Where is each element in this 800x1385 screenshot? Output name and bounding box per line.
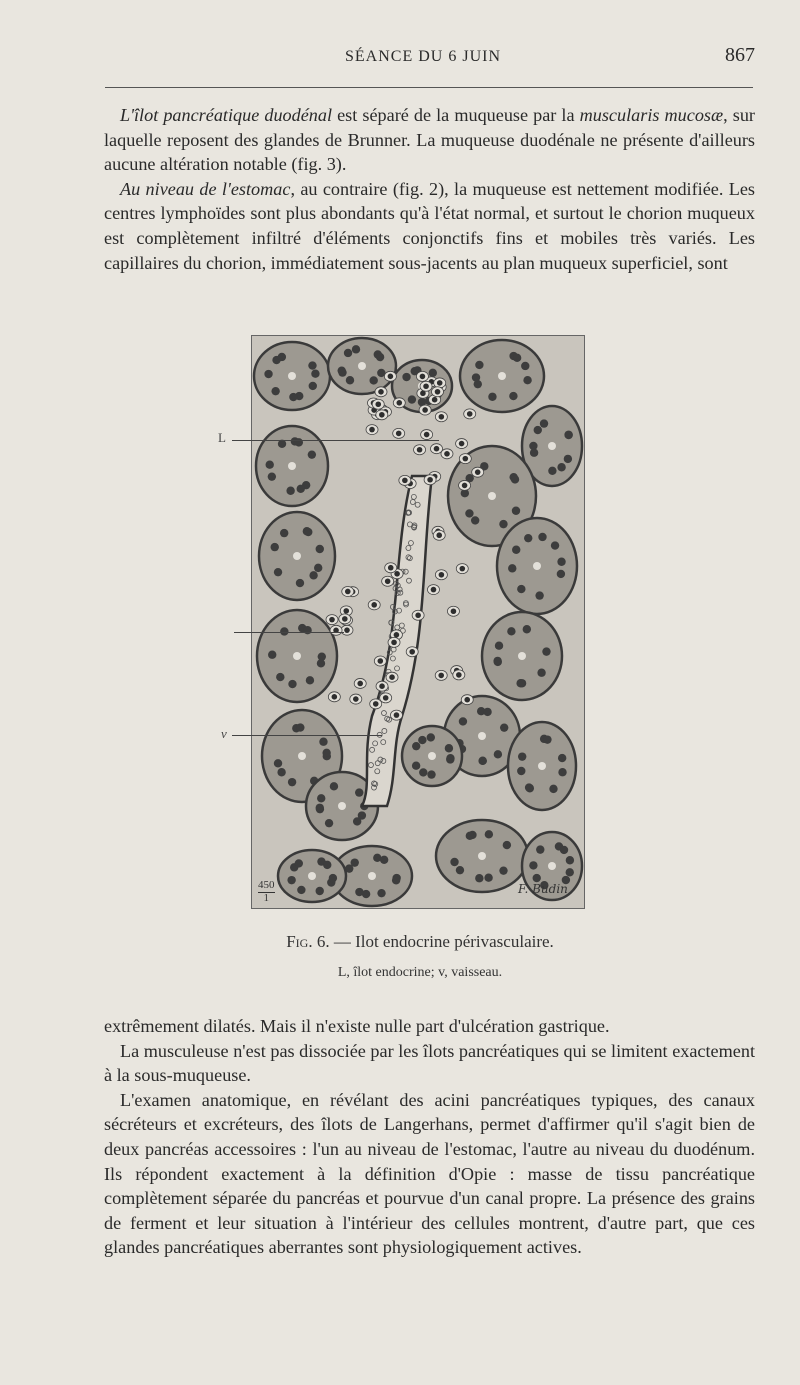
acinus-lumen [518,652,526,660]
islet-nucleus [420,374,426,380]
acinus-nucleus [509,392,517,400]
islet-nucleus [424,432,430,438]
acinus-nucleus [355,888,363,896]
islet-nucleus [463,456,469,462]
acinus-nucleus [287,876,295,884]
p1-run-1: est séparé de la muqueuse par la [332,105,580,125]
acinus-nucleus [488,393,496,401]
acinus-nucleus [483,708,491,716]
islet-nucleus [343,608,349,614]
acinus-nucleus [466,832,474,840]
acinus-lumen [533,562,541,570]
acinus-nucleus [534,426,542,434]
acinus-nucleus [353,817,361,825]
acinus-nucleus [456,866,464,874]
acinus-nucleus [308,361,316,369]
islet-nucleus [444,451,450,457]
caption-prefix: Fig. 6. [286,932,330,951]
acinus-nucleus [507,627,515,635]
acinus-nucleus [309,571,317,579]
acinus-nucleus [542,647,550,655]
islet-nucleus [459,566,465,572]
acinus-nucleus [475,874,483,882]
figure-label-v: v [221,726,227,741]
acinus-nucleus [303,626,311,634]
acinus-nucleus [558,768,566,776]
acinus-nucleus [543,735,551,743]
acinus-nucleus [450,858,458,866]
islet-nucleus [378,658,384,664]
acinus-nucleus [471,516,479,524]
acinus-nucleus [564,455,572,463]
acinus-nucleus [306,676,314,684]
acinus-nucleus [525,783,533,791]
acinus-nucleus [309,382,317,390]
acinus-nucleus [346,376,354,384]
acinus-lumen [498,372,506,380]
islet-nucleus [373,701,379,707]
acinus-nucleus [311,370,319,378]
acinus-lumen [488,492,496,500]
acinus-nucleus [286,487,294,495]
islet-nucleus [332,694,338,700]
leader-line-v [232,735,382,736]
figure-legend: L, îlot endocrine; v, vaisseau. [337,965,503,980]
acinus-nucleus [529,861,537,869]
acinus-nucleus [276,673,284,681]
acinus-nucleus [296,579,304,587]
acinus-nucleus [548,467,556,475]
acinus-nucleus [557,570,565,578]
leader-line-L [232,440,439,441]
acinus-nucleus [280,529,288,537]
paragraph-examen: L'examen anatomique, en révélant des acini pancréatiques typiques, des canaux sécréteurs et excréteurs, des îlots de Langerhans, permet d'affirmer qu'il s'agit bien de deux pancréas accessoires : l'un au niveau de l'estomac, l'autre au niveau du duodénum. Ils répondent exactement à la définition d'Opie : masse de tissu pancréatique complètement séparée du pancréas et pourvue d'un canal propre. La présence des grains de ferment et leur situation à l'intérieur des cellules montrent, d'autre part, que ces glandes pancréatiques aberrantes sont physiologiquement actives. [104,1089,755,1258]
bottom-text [104,1014,755,1260]
acinus-lumen [338,802,346,810]
acinus-nucleus [475,361,483,369]
acinus-lumen [478,852,486,860]
acinus-nucleus [535,591,543,599]
acinus-nucleus [277,768,285,776]
islet-nucleus [402,478,408,484]
acinus-nucleus [538,533,546,541]
islet-nucleus [388,565,394,571]
header-rule [105,87,753,88]
figure-label-L: L [218,430,226,445]
islet-nucleus [353,696,359,702]
acinus-lumen [293,652,301,660]
islet-nucleus [435,389,441,395]
acinus-nucleus [494,750,502,758]
islet-nucleus [437,380,443,386]
islet-nucleus [388,374,394,380]
paragraph-dilates: extrêmement dilatés. Mais il n'existe nulle part d'ulcération gastrique. [104,1016,610,1036]
figure-caption [150,932,690,952]
acinus-nucleus [317,794,325,802]
acinus-nucleus [412,742,420,750]
acinus-nucleus [274,568,282,576]
acinus-nucleus [319,738,327,746]
islet-nucleus [475,469,481,475]
islet-nucleus [417,447,423,453]
acinus-nucleus [268,651,276,659]
leader-line-mid [234,632,344,633]
acinus-nucleus [316,804,324,812]
acinus-nucleus [518,752,526,760]
acinus-lumen [298,752,306,760]
acinus-nucleus [352,345,360,353]
islet-nucleus [379,412,385,418]
artist-signature: F. Budin [518,882,568,896]
acinus-nucleus [503,841,511,849]
acinus-nucleus [412,761,420,769]
islet-nucleus [394,712,400,718]
acinus-lumen [538,762,546,770]
acinus-nucleus [557,558,565,566]
acinus-nucleus [304,528,312,536]
islet-nucleus [396,400,402,406]
islet-nucleus [344,627,350,633]
acinus-nucleus [427,733,435,741]
islet-nucleus [391,640,397,646]
islet-nucleus [467,411,473,417]
scale-bottom: 1 [258,892,275,904]
scale-label [258,880,275,904]
p2-run-1: , au contraire (fig. 2), la muqueuse est nettement modifiée. Les centres lymphoïdes sont plus abondants qu'à l'état normal, et surtout le chorion muqueux est complètement infiltré d'éléments conjonctifs fins et mobiles très variés. Les capillaires du chorion, immédiatement sous-jacents au plan muqueux superficiel, sont [104,178,755,273]
islet-nucleus [415,612,421,618]
islet-nucleus [431,587,437,593]
islet-nucleus [439,414,445,420]
acinus-nucleus [516,679,524,687]
islet-nucleus [378,389,384,395]
top-text [104,103,755,275]
acinus-nucleus [278,353,286,361]
caption-text: — Ilot endocrine périvasculaire. [329,932,554,951]
acinus-nucleus [427,770,435,778]
islet-nucleus [432,397,438,403]
paragraph-ilot-duodenal [104,103,755,177]
acinus-nucleus [558,754,566,762]
acinus-nucleus [446,755,454,763]
page-header [105,44,755,74]
paragraph-estomac [104,177,755,275]
acinus-lumen [293,552,301,560]
acinus-nucleus [376,353,384,361]
acinus-nucleus [537,669,545,677]
acinus-nucleus [529,442,537,450]
acinus-nucleus [295,859,303,867]
acinus-nucleus [380,856,388,864]
acinus-nucleus [369,376,377,384]
islet-nucleus [369,427,375,433]
histology-illustration [252,336,584,908]
islet-nucleus [423,383,429,389]
acinus-nucleus [557,463,565,471]
p1-run-2: muscularis mucosæ [579,105,724,125]
acinus-nucleus [325,819,333,827]
acinus-nucleus [511,475,519,483]
acinus-nucleus [344,349,352,357]
acinus-nucleus [297,886,305,894]
acinus-nucleus [517,585,525,593]
paragraph-musculeuse: La musculeuse n'est pas dissociée par les îlots pancréatiques qui se limitent exactement à la sous-muqueuse. [104,1040,755,1086]
islet-nucleus [379,683,385,689]
acinus-nucleus [564,431,572,439]
acinus-nucleus [322,749,330,757]
acinus-nucleus [508,564,516,572]
p2-run-0: Au niveau de l'estomac [120,178,291,199]
acinus-nucleus [484,874,492,882]
acinus-nucleus [297,485,305,493]
acinus-nucleus [485,830,493,838]
acinus-nucleus [566,856,574,864]
acinus-lumen [478,732,486,740]
acinus-lumen [368,872,376,880]
acinus-nucleus [323,861,331,869]
islet-nucleus [394,632,400,638]
acinus-nucleus [337,366,345,374]
acinus-nucleus [472,373,480,381]
histology-figure [251,335,585,909]
acinus-nucleus [288,680,296,688]
acinus-lumen [548,442,556,450]
islet-nucleus [375,401,381,407]
acinus-nucleus [493,657,501,665]
islet-nucleus [389,674,395,680]
acinus-nucleus [429,369,437,377]
acinus-nucleus [288,778,296,786]
acinus-nucleus [402,373,410,381]
acinus-nucleus [478,757,486,765]
acinus-nucleus [408,395,416,403]
islet-nucleus [345,589,351,595]
acinus-nucleus [351,858,359,866]
acinus-nucleus [499,520,507,528]
acinus-nucleus [264,370,272,378]
islet-nucleus [464,697,470,703]
acinus-nucleus [268,472,276,480]
acinus-nucleus [523,376,531,384]
islet-nucleus [436,532,442,538]
acinus-lumen [308,872,316,880]
page-number: 867 [725,44,755,66]
acinus-nucleus [512,507,520,515]
acinus-nucleus [316,887,324,895]
islet-nucleus [438,673,444,679]
islet-nucleus [409,649,415,655]
acinus-nucleus [495,642,503,650]
islet-nucleus [439,572,445,578]
acinus-nucleus [499,866,507,874]
acinus-nucleus [465,509,473,517]
acinus-nucleus [392,876,400,884]
acinus-nucleus [266,460,274,468]
acinus-lumen [288,462,296,470]
p1-run-0: L'îlot pancréatique duodénal [120,105,333,125]
acinus-nucleus [316,545,324,553]
acinus-nucleus [560,846,568,854]
islet-nucleus [385,578,391,584]
acinus-nucleus [355,788,363,796]
islet-nucleus [342,616,348,622]
islet-nucleus [357,681,363,687]
islet-nucleus [462,483,468,489]
islet-nucleus [394,571,400,577]
acinus-nucleus [445,744,453,752]
acinus-lumen [358,362,366,370]
acinus-nucleus [533,874,541,882]
acinus-nucleus [512,546,520,554]
acinus-nucleus [536,845,544,853]
acinus-lumen [288,372,296,380]
acinus-nucleus [418,736,426,744]
acinus-nucleus [330,782,338,790]
acinus-nucleus [517,767,525,775]
acinus-nucleus [377,889,385,897]
acinus-nucleus [523,625,531,633]
acinus-nucleus [289,393,297,401]
acinus-nucleus [308,450,316,458]
islet-nucleus [434,446,440,452]
acinus-nucleus [314,564,322,572]
p1-run-3: , sur laquelle reposent des glandes de Brunner. La muqueuse duodénale ne présente d'ailleurs aucune altération notable (fig. 3). [104,105,755,175]
acinus-lumen [548,862,556,870]
acinus-nucleus [317,659,325,667]
acinus-nucleus [271,543,279,551]
scale-top: 450 [258,879,275,891]
islet-nucleus [396,431,402,437]
acinus-nucleus [513,354,521,362]
acinus-nucleus [274,759,282,767]
acinus-nucleus [521,362,529,370]
acinus-nucleus [329,874,337,882]
acinus-nucleus [459,717,467,725]
acinus-nucleus [271,387,279,395]
islet-nucleus [383,695,389,701]
islet-nucleus [456,672,462,678]
acinus-nucleus [500,723,508,731]
acinus-nucleus [551,541,559,549]
islet-nucleus [329,617,335,623]
islet-nucleus [371,602,377,608]
acinus-nucleus [524,534,532,542]
acinus-nucleus [566,868,574,876]
islet-nucleus [427,477,433,483]
acinus-lumen [428,752,436,760]
acinus-nucleus [540,419,548,427]
running-title: SÉANCE DU 6 JUIN [345,48,501,65]
islet-nucleus [451,608,457,614]
acinus-nucleus [549,785,557,793]
islet-nucleus [422,407,428,413]
acinus-nucleus [296,723,304,731]
islet-nucleus [459,441,465,447]
acinus-nucleus [419,768,427,776]
